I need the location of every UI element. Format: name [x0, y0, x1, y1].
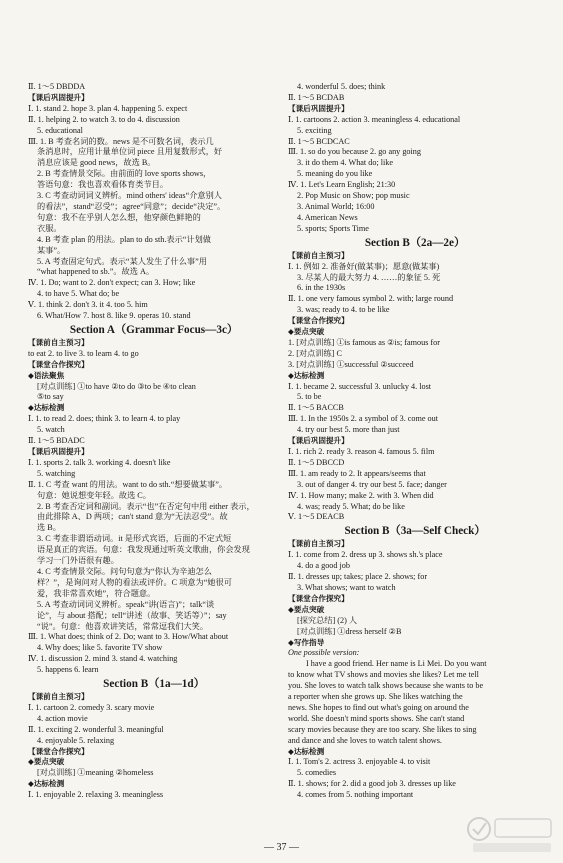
answer-line: 3. What shows; want to watch — [297, 582, 396, 592]
answer-line: 1. [对点训练] ①is famous as ②is; famous for — [288, 337, 440, 347]
answer-line: 消息应该是 good news，故选 B。 — [37, 158, 156, 168]
answer-line: 4. to have 5. What do; be — [37, 289, 120, 299]
answer-line: [探究总结] (2) 人 — [297, 615, 358, 625]
answer-line: Ⅴ. 1～5 DEACB — [288, 512, 345, 522]
answer-line: and dance and she loves to watch talent shows. — [288, 735, 442, 745]
answer-line: 语是真正的宾语。句意：我发现通过听英文歌曲，你会发现 — [37, 545, 250, 555]
section-heading: Section B（2a—2e） — [364, 236, 466, 249]
answer-line: 样？”，是询问对人物的看法或评价。C 项意为“她很可 — [37, 577, 232, 587]
answer-line: 3. C 考查非谓语动词。it 是形式宾语，后面的不定式短 — [37, 534, 232, 544]
answer-line: 5. educational — [37, 125, 83, 135]
answer-line: I have a good friend. Her name is Li Mei. Do you want — [306, 659, 487, 669]
subheading: 【课堂合作探究】 — [28, 746, 89, 756]
subheading: 【课后巩固提升】 — [28, 447, 89, 456]
answer-line: to know what TV shows and movies she likes? Let me tell — [288, 670, 479, 680]
answer-line: scary movies because they are too scary. She likes to sing — [288, 724, 477, 734]
answer-line: 4. C 考查情景交际。问句句意为“你认为辛迪怎么 — [37, 566, 212, 576]
answer-line: Ⅰ. 1. cartoons 2. action 3. meaningless 4. educational — [288, 114, 461, 124]
subheading: 【课后巩固提升】 — [288, 436, 349, 446]
answer-line: Ⅱ. 1～5 BDADC — [28, 436, 85, 446]
answer-line: One possible version: — [288, 648, 360, 658]
section-heading: Section B（1a—1d） — [103, 678, 205, 691]
subheading: ◆达标检测 — [28, 403, 65, 413]
answer-line: Ⅰ. 1. to read 2. does; think 3. to learn 4. to play — [28, 414, 181, 424]
answer-line: Ⅰ. 1. sports 2. talk 3. working 4. doesn't like — [28, 457, 171, 467]
answer-line: 4. American News — [297, 212, 358, 222]
answer-line: Ⅳ. 1. Let's Learn English; 21:30 — [288, 180, 396, 190]
answer-line: Ⅳ. 1. How many; make 2. with 3. When did — [288, 490, 434, 500]
answer-line: 6. in the 1930s — [297, 283, 346, 293]
answer-line: 3. Animal World; 16:00 — [297, 201, 375, 211]
subheading: 【课前自主预习】 — [28, 337, 89, 347]
answer-line: Ⅱ. 1～5 BCDCAC — [288, 136, 350, 146]
subheading: ◆达标检测 — [288, 370, 325, 380]
answer-line: 6. What/How 7. host 8. like 9. operas 10. stand — [37, 311, 191, 321]
subheading: ◆达标检测 — [28, 779, 65, 789]
answer-line: 学习一门外语很有趣。 — [37, 556, 119, 566]
answer-line: ⑤to say — [37, 392, 64, 402]
watermark-logo-icon — [465, 811, 557, 857]
answer-line: 2. [对点训练] C — [288, 348, 342, 358]
answer-line: Ⅰ. 1. became 2. successful 3. unlucky 4. lost — [288, 381, 432, 391]
subheading: ◆要点突破 — [288, 327, 325, 337]
answer-line: Ⅱ. 1～5 BACCB — [288, 403, 344, 413]
answer-line: Ⅲ. 1. What does; think of 2. Do; want to 3. How/What about — [28, 632, 229, 642]
answer-line: 条消息时，应用计量单位词 piece 且用复数形式，好 — [37, 147, 223, 157]
answer-line: 4. B 考查 plan 的用法。plan to do sth.表示“计划做 — [37, 234, 211, 244]
answer-line: 3. was; ready to 4. to be like — [297, 305, 390, 315]
right-column — [288, 82, 542, 801]
answer-line: world. She doesn't mind sports shows. She can't stand — [288, 713, 465, 723]
answer-line: 5. happens 6. learn — [37, 665, 99, 675]
answer-line: 5. A 考查固定句式。表示“某人发生了什么事”用 — [37, 256, 207, 266]
answer-line: Ⅲ. 1. am ready to 2. It appears/seems that — [288, 468, 426, 478]
answer-line: 4. try our best 5. more than just — [297, 425, 400, 435]
answer-line: 某事”。 — [37, 245, 66, 255]
answer-line: Ⅰ. 1. cartoon 2. comedy 3. scary movie — [28, 702, 155, 712]
subheading: 【课堂合作探究】 — [288, 593, 349, 603]
answer-line: 选 B。 — [37, 523, 61, 533]
answer-line: 4. was; ready 5. What; do be like — [297, 501, 405, 511]
answer-line: 答语句意：我也喜欢看体育类节目。 — [37, 180, 169, 190]
answer-line: to eat 2. to live 3. to learn 4. to go — [28, 348, 139, 358]
subheading: 【课堂合作探究】 — [288, 316, 349, 326]
subheading: 【课后巩固提升】 — [288, 103, 349, 113]
answer-line: 句意：她说想变年轻。故选 C。 — [37, 490, 151, 500]
answer-line: 由此排除 A、D 两项；can't stand 意为“无法忍受”。故 — [37, 512, 228, 522]
answer-line: [对点训练] ①meaning ②homeless — [37, 768, 154, 778]
answer-line: 衣服。 — [37, 223, 62, 233]
answer-line: 2. B 考查否定词和副词。表示“也”在否定句中用 either 表示， — [37, 501, 255, 511]
answer-line: Ⅲ. 1. so do you because 2. go any going — [288, 147, 421, 157]
answer-line: 4. Why does; like 5. favorite TV show — [37, 643, 163, 653]
answer-line: “说”。句意：他喜欢讲笑话，常常逗我们大笑。 — [37, 621, 209, 631]
answer-line: 的看法”，stand“忍受”；agree“同意”；decide“决定”。 — [37, 201, 226, 211]
answer-line: Ⅰ. 1. come from 2. dress up 3. shows sh.'s place — [288, 550, 443, 560]
answer-line: Ⅱ. 1～5 BCDAB — [288, 92, 345, 102]
answer-line: Ⅳ. 1. discussion 2. mind 3. stand 4. watching — [28, 654, 178, 664]
answer-line: Ⅱ. 1. one very famous symbol 2. with; large round — [288, 294, 454, 304]
answer-line: Ⅰ. 1. stand 2. hope 3. plan 4. happening 5. expect — [28, 103, 188, 113]
answer-line: 3. 尽某人的最大努力 4. ……的象征 5. 死 — [297, 272, 441, 282]
answer-line: 3. [对点训练] ①successful ②succeed — [288, 359, 414, 369]
answer-line: a reporter when she grows up. She likes watching the — [288, 692, 463, 702]
subheading: 【课前自主预习】 — [28, 692, 89, 702]
answer-line: 爱，我非常喜欢她”，符合题意。 — [37, 588, 156, 598]
answer-line: [对点训练] ①to have ②to do ③to be ④to clean — [37, 381, 196, 391]
answer-line: 4. enjoyable 5. relaxing — [37, 735, 115, 745]
subheading: 【课前自主预习】 — [288, 250, 349, 260]
answer-line: Ⅲ. 1. B 考查名词的数。news 是不可数名词，表示几 — [28, 136, 214, 146]
subheading: 【课后巩固提升】 — [28, 92, 89, 102]
answer-line: Ⅱ. 1. exciting 2. wonderful 3. meaningful — [28, 724, 164, 734]
subheading: ◆要点突破 — [288, 604, 325, 614]
answer-line: 5. watch — [37, 425, 65, 435]
answer-line: 4. comes from 5. nothing important — [297, 790, 414, 800]
answer-line: Ⅲ. 1. In the 1950s 2. a symbol of 3. come out — [288, 414, 439, 424]
answer-line: Ⅱ. 1. C 考查 want 的用法。want to do sth.“想要做某事”。 — [28, 479, 228, 489]
subheading: ◆要点突破 — [28, 757, 65, 767]
answer-line: [对点训练] ①dress herself ②B — [297, 626, 402, 636]
answer-line: 3. it do them 4. What do; like — [297, 158, 394, 168]
answer-line: 句意：我不在乎别人怎么想，他穿颜色鲜艳的 — [37, 212, 201, 222]
answer-line: 5. meaning do you like — [297, 169, 373, 179]
answer-line: Ⅰ. 1. rich 2. ready 3. reason 4. famous 5. film — [288, 447, 435, 456]
page-number: — 37 — — [264, 842, 299, 853]
answer-line: 5. exciting — [297, 125, 332, 135]
answer-line: news. She hopes to find out what's going on around the — [288, 702, 469, 712]
left-column — [28, 82, 280, 801]
answer-line: 5. to be — [297, 392, 322, 402]
answer-line: 5. sports; Sports Time — [297, 223, 369, 233]
answer-line: Ⅱ. 1. dresses up; takes; place 2. shows; for — [288, 572, 428, 582]
answer-line: Ⅴ. 1. think 2. don't 3. it 4. too 5. him — [28, 300, 148, 310]
section-heading: Section B（3a—Self Check） — [344, 525, 486, 538]
answer-line: “what happened to sb.”。故选 A。 — [37, 267, 155, 277]
subheading: 【课堂合作探究】 — [28, 359, 89, 369]
answer-line: 2. Pop Music on Show; pop music — [297, 191, 410, 201]
answer-line: Ⅰ. 1. Tom's 2. actress 3. enjoyable 4. to visit — [288, 757, 431, 767]
answer-line: Ⅱ. 1～5 DBCCD — [288, 457, 345, 467]
answer-line: 论”，与 about 搭配；tell“讲述（故事、笑话等）”；say — [37, 610, 227, 620]
subheading: ◆写作指导 — [288, 637, 325, 647]
answer-line: 2. B 考查情景交际。由前面的 love sports shows， — [37, 169, 212, 179]
answer-line: 5. A 考查动词词义辨析。speak“讲(语言)”；talk“谈 — [37, 599, 215, 609]
answer-line: 5. watching — [37, 468, 76, 478]
answer-line: 3. out of danger 4. try our best 5. face; danger — [297, 479, 447, 489]
section-heading: Section A（Grammar Focus—3c） — [69, 323, 239, 336]
answer-line: Ⅰ. 1. 例如 2. 准备好(做某事)；愿意(做某事) — [288, 261, 440, 271]
answer-line: Ⅱ. 1～5 DBDDA — [28, 82, 86, 91]
answer-line: Ⅱ. 1. helping 2. to watch 3. to do 4. discussion — [28, 114, 180, 124]
subheading: ◆达标检测 — [288, 746, 325, 756]
answer-line: 4. wonderful 5. does; think — [297, 82, 386, 91]
answer-line: Ⅳ. 1. Do; want to 2. don't expect; can 3. How; like — [28, 278, 196, 288]
answer-line: 5. comedies — [297, 768, 337, 778]
answer-line: Ⅰ. 1. enjoyable 2. relaxing 3. meaningless — [28, 790, 164, 800]
answer-line: you. She loves to watch talk shows because she wants to be — [288, 681, 484, 691]
subheading: 【课前自主预习】 — [288, 539, 349, 549]
answer-line: Ⅱ. 1. shows; for 2. did a good job 3. dresses up like — [288, 779, 456, 789]
answer-line: 4. action movie — [37, 713, 88, 723]
answer-line: 4. do a good job — [297, 561, 350, 571]
subheading: ◆语法聚焦 — [28, 370, 65, 380]
answer-line: 3. C 考查动词词义辨析。mind others' ideas“介意别人 — [37, 191, 222, 201]
